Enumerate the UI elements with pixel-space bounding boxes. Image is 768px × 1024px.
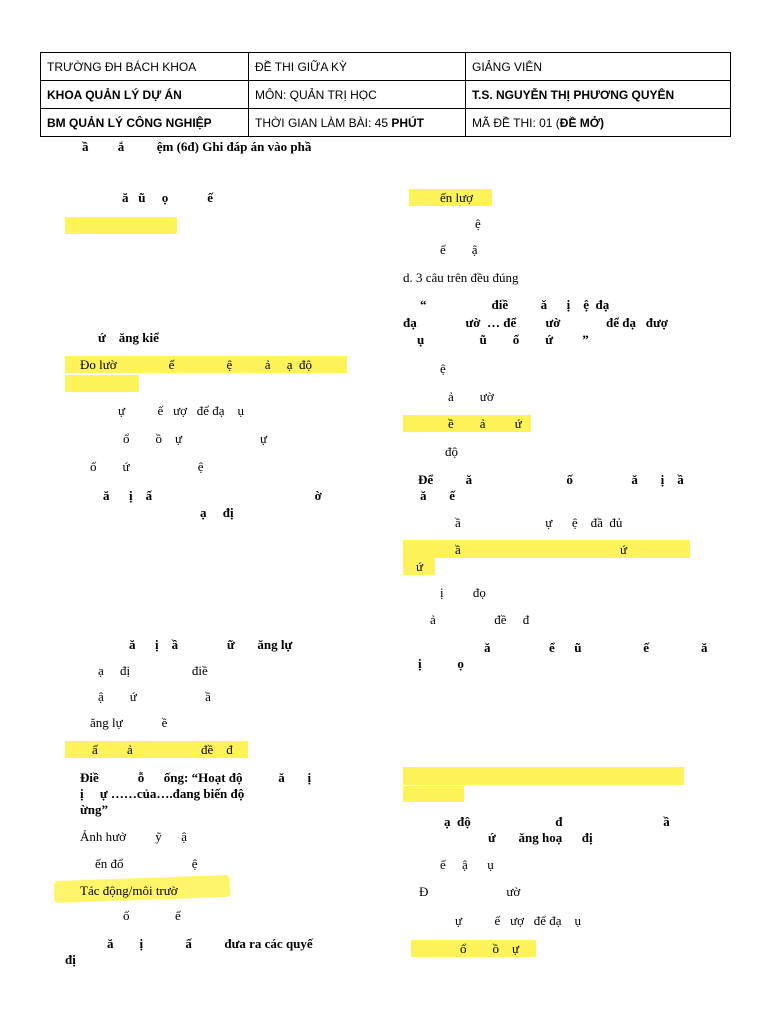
exam-code-label: MÃ ĐỀ THI: 01 ( [472,115,560,130]
highlight-block [65,217,177,234]
answer-option: ầ ự ệ đầ đủ [455,515,623,530]
question-text: ạ đị [200,505,234,520]
answer-option: ến đổ ệ [95,856,198,871]
question-text: ứ ăng kiể [98,330,159,345]
answer-option: độ [445,444,458,459]
answer-option: ệ [440,361,446,376]
answer-option: ổ ồ ự [460,941,520,956]
answer-option: ệ [475,216,481,231]
lecturer-label: GIẢNG VIÊN [466,53,731,81]
answer-option: d. 3 câu trên đều đúng [403,270,519,285]
answer-option: ố ế [123,908,181,923]
answer-option: ế ậ ụ [440,857,494,872]
answer-option: ị đọ [440,585,486,600]
exam-time-label: THỜI GIAN LÀM BÀI: 45 [255,115,392,130]
answer-option: ấ ả đề đ [92,742,233,757]
question-text: ừng” [80,802,109,817]
exam-code [466,109,731,137]
answer-option: ạ đị điề [98,663,208,678]
answer-option: Đo lườ ế ệ ả ạ độ [80,357,313,372]
school-name: TRƯỜNG ĐH BÁCH KHOA [41,53,249,81]
answer-option: ố ứ ệ [90,459,204,474]
question-text: ă ị ầ ữ ăng lự [129,637,293,652]
answer-option: ến lượ [440,190,474,205]
answer-option: ăng lự ề [90,715,168,730]
question-text: Điề ỗ ống: “Hoạt độ ă ị [80,770,312,785]
exam-header-table [40,52,731,137]
answer-option: ổ ồ ự ự [123,431,268,446]
exam-time [249,109,466,137]
faculty-name: KHOA QUẢN LÝ DỰ ÁN [41,81,249,109]
question-text: ă ị ấ ờ [103,488,322,503]
answer-option: ề ả ứ [448,416,522,431]
question-text: ă ế [420,488,456,503]
question-text: ă ể ũ ế ă [484,640,708,655]
question-text: đạ ườ … để ườ để đạ đượ [403,315,668,330]
question-text: ụ ũ ổ ứ ” [417,332,589,347]
question-text: ạ độ đ ầ [444,814,670,829]
answer-option: ả ườ [448,389,494,404]
exam-time-unit: PHÚT [391,115,424,130]
answer-option: ự ế ượ để đạ ụ [118,403,245,418]
question-text: ị ọ [418,656,464,671]
question-text: đị [65,952,76,967]
highlight-block [403,767,684,785]
question-text: ă ũ ọ ế [122,190,213,205]
exam-code-open: ĐỀ MỞ) [559,115,605,130]
question-text: ị ự ……của….đang biến độ [80,786,245,801]
highlight-block [403,786,464,802]
answer-option: ả đề đ [430,612,530,627]
question-text: ă ị ấ đưa ra các quyế [107,936,313,951]
question-text: ứ ăng hoạ đị [488,830,593,845]
section-title: ầ ắ ệm (6đ) Ghi đáp án vào phầ [82,139,312,154]
answer-option: ầ ứ [455,542,628,557]
question-text: Để ă ố ă ị ầ [418,472,684,487]
subject-name: MÔN: QUẢN TRỊ HỌC [249,81,466,109]
answer-option: ự ế ượ để đạ ụ [455,913,582,928]
answer-option: ứ [416,559,424,574]
answer-option: ậ ứ ầ [98,689,211,704]
answer-option: Tác động/môi trườ [80,883,178,898]
highlight-block [65,375,139,392]
answer-option: Ảnh hưở ỹ ậ [80,829,188,844]
department-name: BM QUẢN LÝ CÔNG NGHIỆP [41,109,249,137]
lecturer-name: T.S. NGUYỄN THỊ PHƯƠNG QUYÊN [466,81,731,109]
question-text: “ điề ă ị ệ đạ [420,297,610,312]
answer-option: Đ ườ [419,884,521,899]
exam-type: ĐỀ THI GIỮA KỲ [249,53,466,81]
answer-option: ế ậ [440,242,478,257]
